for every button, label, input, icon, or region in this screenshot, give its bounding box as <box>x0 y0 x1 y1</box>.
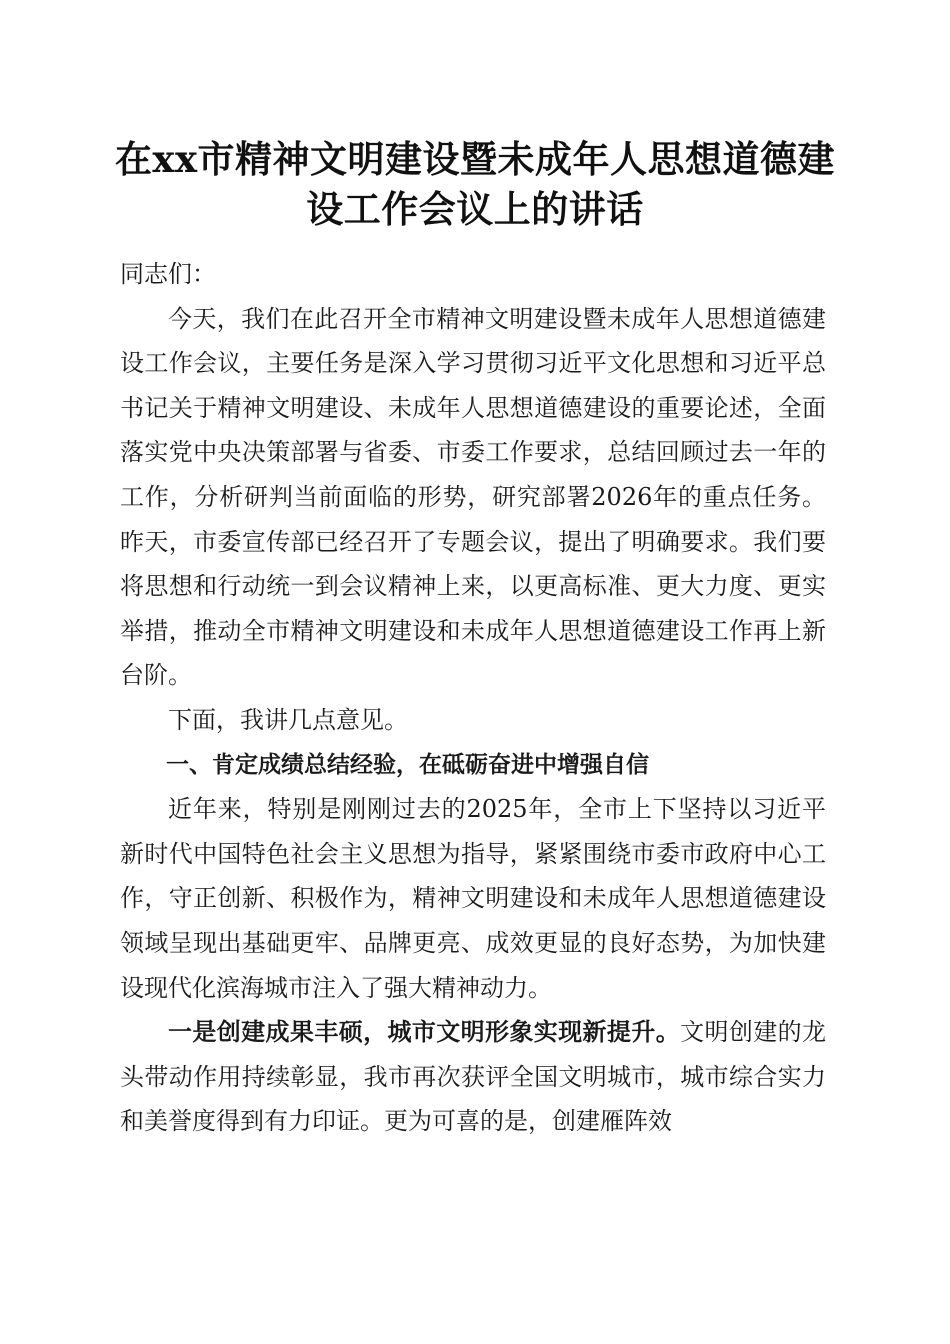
section-heading-1: 一、肯定成绩总结经验，在砥砺奋进中增强自信 <box>166 751 649 778</box>
title-line-2: 设工作会议上的讲话 <box>306 187 644 231</box>
point-1-lead: 一是创建成果丰硕，城市文明形象实现新提升。 <box>168 1017 681 1047</box>
title-line-1: 在xx市精神文明建设暨未成年人思想道德建 <box>114 137 836 181</box>
salutation: 同志们： <box>120 260 216 288</box>
point-1-text: 文明创建的龙头带动作用持续彰显，我市再次获评全国文明城市，城市综合实力和美誉度得到有力印证。更为可喜的是，创建雁阵效 <box>120 1018 827 1136</box>
document-body <box>120 252 826 1144</box>
paragraph-opening: 今天，我们在此召开全市精神文明建设暨未成年人思想道德建设工作会议，主要任务是深入学习贯彻习近平文化思想和习近平总书记关于精神文明建设、未成年人思想道德建设的重要论述，全面落实党中央决策部署与省委、市委工作要求，总结回顾过去一年的工作，分析研判当前面临的形势，研究部署2026年的重点任务。昨天，市委宣传部已经召开了专题会议，提出了明确要求。我们要将思想和行动统一到会议精神上来，以更高标准、更大力度、更实举措，推动全市精神文明建设和未成年人思想道德建设工作再上新台阶。 <box>120 304 826 690</box>
paragraph-transition: 下面，我讲几点意见。 <box>168 705 408 734</box>
paragraph-review: 近年来，特别是刚刚过去的2025年，全市上下坚持以习近平新时代中国特色社会主义思想为指导，紧紧围绕市委市政府中心工作，守正创新、积极作为，精神文明建设和未成年人思想道德建设领域呈现出基础更牢、品牌更亮、成效更显的良好态势，为加快建设现代化滨海城市注入了强大精神动力。 <box>120 795 826 1002</box>
document-title <box>100 134 850 234</box>
paragraph-point-1 <box>120 1010 826 1144</box>
